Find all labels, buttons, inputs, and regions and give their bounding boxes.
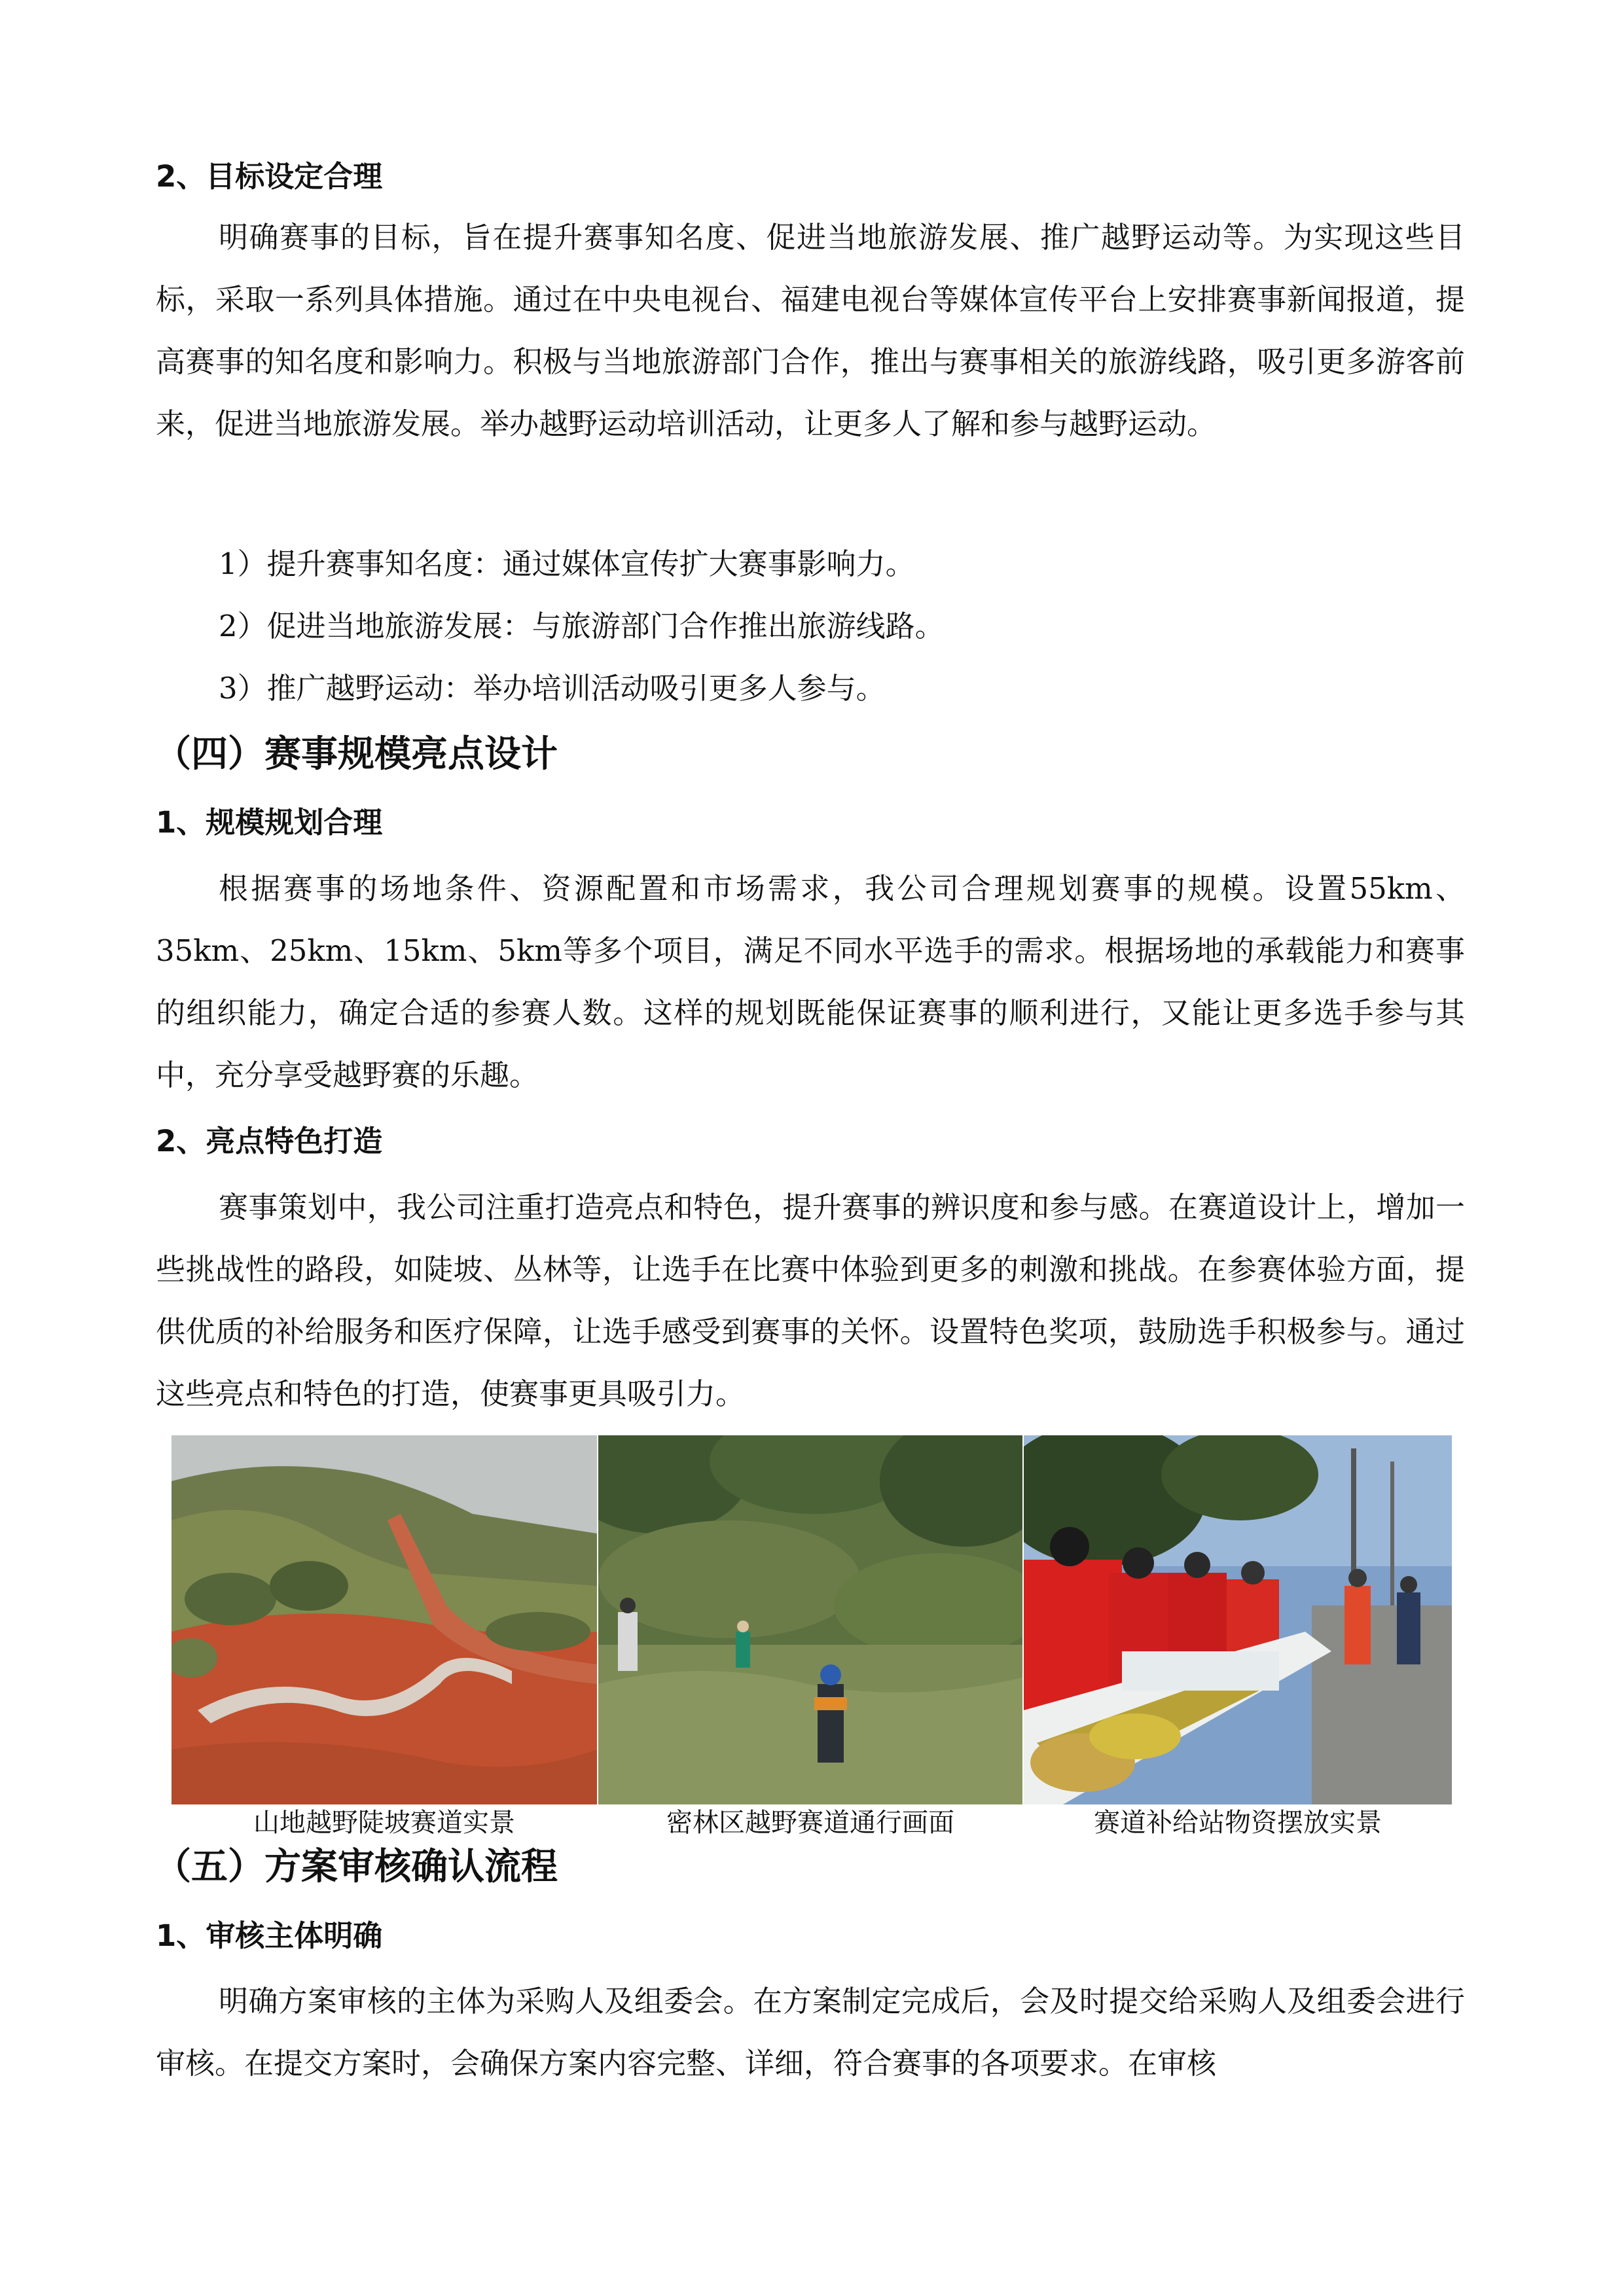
list-item-goal-3: 3）推广越野运动：举办培训活动吸引更多人参与。 [219, 671, 886, 706]
photo-supply-station [1024, 1435, 1452, 1804]
list-item-goal-1: 1）提升赛事知名度：通过媒体宣传扩大赛事影响力。 [219, 547, 915, 581]
photo-caption-2: 密林区越野赛道通行画面 [666, 1808, 954, 1838]
photo-forest-trail [598, 1435, 1022, 1804]
list-item-goal-2: 2）促进当地旅游发展：与旅游部门合作推出旅游线路。 [219, 609, 945, 643]
subheading-review-subject: 1、审核主体明确 [156, 1918, 383, 1953]
photo-strip [171, 1435, 1452, 1804]
photo-mountain-slope [171, 1435, 597, 1804]
paragraph-goal: 明确赛事的目标，旨在提升赛事知名度、促进当地旅游发展、推广越野运动等。为实现这些目标，采取一系列具体措施。通过在中央电视台、福建电视台等媒体宣传平台上安排赛事新闻报道，提高赛事的知名度和影响力。积极与当地旅游部门合作，推出与赛事相关的旅游线路，吸引更多游客前来，促进当地旅游发展。举办越野运动培训活动，让更多人了解和参与越野运动。 [156, 220, 1465, 441]
subheading-highlights: 2、亮点特色打造 [156, 1124, 383, 1158]
section-title-scale: （四）赛事规模亮点设计 [154, 733, 558, 776]
section-title-review: （五）方案审核确认流程 [154, 1846, 558, 1888]
paragraph-scale-planning: 根据赛事的场地条件、资源配置和市场需求，我公司合理规划赛事的规模。设置55km、35km、25km、15km、5km等多个项目，满足不同水平选手的需求。根据场地的承载能力和赛事的组织能力，确定合适的参赛人数。这样的规划既能保证赛事的顺利进行，又能让更多选手参与其中，充分享受越野赛的乐趣。 [156, 871, 1465, 1092]
photo-caption-3: 赛道补给站物资摆放实景 [1094, 1808, 1382, 1838]
paragraph-highlights: 赛事策划中，我公司注重打造亮点和特色，提升赛事的辨识度和参与感。在赛道设计上，增加一些挑战性的路段，如陡坡、丛林等，让选手在比赛中体验到更多的刺激和挑战。在参赛体验方面，提供优质的补给服务和医疗保障，让选手感受到赛事的关怀。设置特色奖项，鼓励选手积极参与。通过这些亮点和特色的打造，使赛事更具吸引力。 [156, 1190, 1465, 1411]
photo-caption-1: 山地越野陡坡赛道实景 [253, 1808, 515, 1838]
section-heading-goal: 2、目标设定合理 [156, 159, 383, 194]
subheading-scale-planning: 1、规模规划合理 [156, 805, 383, 840]
paragraph-review-subject: 明确方案审核的主体为采购人及组委会。在方案制定完成后，会及时提交给采购人及组委会进行审核。在提交方案时，会确保方案内容完整、详细，符合赛事的各项要求。在审核 [156, 1984, 1465, 2081]
